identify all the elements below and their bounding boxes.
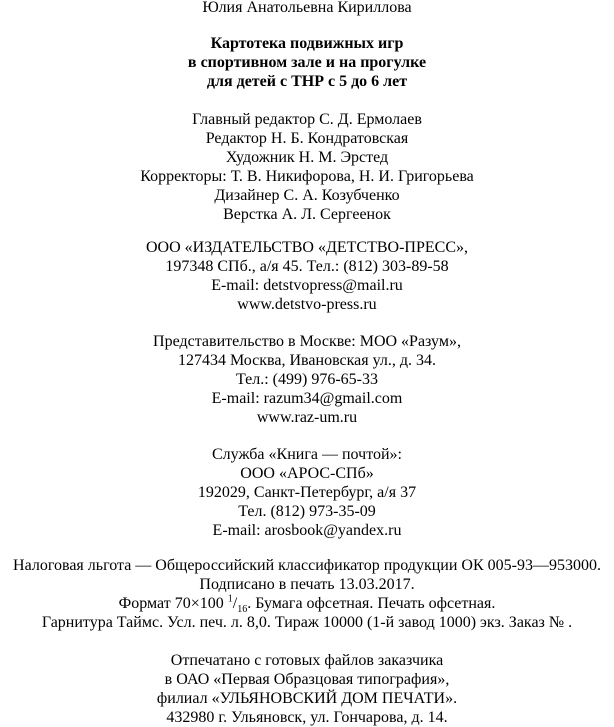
format-denominator: 16 [237, 604, 248, 616]
format-numerator: 1 [227, 593, 233, 605]
publisher-line: ООО «ИЗДАТЕЛЬСТВО «ДЕТСТВО-ПРЕСС», [146, 239, 468, 256]
publisher-line: 197348 СПб., а/я 45. Тел.: (812) 303-89-58 [165, 258, 449, 275]
printer-line: Отпечатано с готовых файлов заказчика [170, 652, 444, 669]
publisher-website: www.detstvo-press.ru [237, 296, 377, 313]
moscow-line: Представительство в Москве: МОО «Разум», [153, 333, 461, 350]
publisher-block [0, 238, 614, 314]
format-line: Формат 70×100 $^1/_{16}$. Бумага офсетная. Печать офсетная. [118, 593, 496, 616]
printer-block [0, 651, 614, 727]
author-name [0, 0, 614, 17]
moscow-line: Тел.: (499) 976-65-33 [235, 371, 378, 388]
book-title [0, 34, 614, 91]
mail-service-block [0, 445, 614, 540]
publisher-email: E-mail: detstvopress@mail.ru [211, 277, 403, 294]
format-suffix: . Бумага офсетная. Печать офсетная. [247, 595, 496, 612]
typeface-line: Гарнитура Таймс. Усл. печ. л. 8,0. Тираж 10000 (1-й завод 1000) экз. Заказ № . [41, 614, 573, 631]
print-info-block [0, 556, 614, 632]
author-line: Юлия Анатольевна Кириллова [202, 0, 412, 16]
mail-line: 192029, Санкт-Петербург, а/я 37 [197, 484, 417, 501]
moscow-line: 127434 Москва, Ивановская ул., д. 34. [177, 352, 437, 369]
moscow-email: E-mail: razum34@gmail.com [211, 390, 403, 407]
tax-line: Налоговая льгота — Общероссийский классификатор продукции ОК 005-93—953000. [13, 557, 601, 574]
title-line: для детей с ТНР с 5 до 6 лет [206, 73, 408, 90]
credit-line: Главный редактор С. Д. Ермолаев [192, 111, 422, 128]
printer-line: 432980 г. Ульяновск, ул. Гончарова, д. 14. [166, 709, 448, 726]
mail-email: E-mail: arosbook@yandex.ru [212, 522, 402, 539]
printer-line: филиал «УЛЬЯНОВСКИЙ ДОМ ПЕЧАТИ». [156, 690, 458, 707]
mail-line: Тел. (812) 973-35-09 [238, 503, 376, 520]
credits-block [0, 110, 614, 224]
credit-line: Верстка А. Л. Сергеенок [223, 206, 391, 223]
credit-line: Редактор Н. Б. Кондратовская [205, 130, 409, 147]
credit-line: Корректоры: Т. В. Никифорова, Н. И. Григорьева [140, 168, 474, 185]
format-prefix: Формат 70×100 [118, 595, 228, 612]
mail-line: Служба «Книга — почтой»: [212, 446, 402, 463]
title-line: Картотека подвижных игр [210, 35, 404, 52]
signed-line: Подписано в печать 13.03.2017. [199, 576, 415, 593]
printer-line: в ОАО «Первая Образцовая типография», [164, 671, 450, 688]
credit-line: Дизайнер С. А. Козубченко [214, 187, 400, 204]
title-line: в спортивном зале и на прогулке [187, 54, 427, 71]
moscow-office-block [0, 332, 614, 427]
credit-line: Художник Н. М. Эрстед [225, 149, 389, 166]
moscow-website: www.raz-um.ru [256, 409, 358, 426]
mail-line: ООО «АРОС-СПб» [240, 465, 374, 482]
